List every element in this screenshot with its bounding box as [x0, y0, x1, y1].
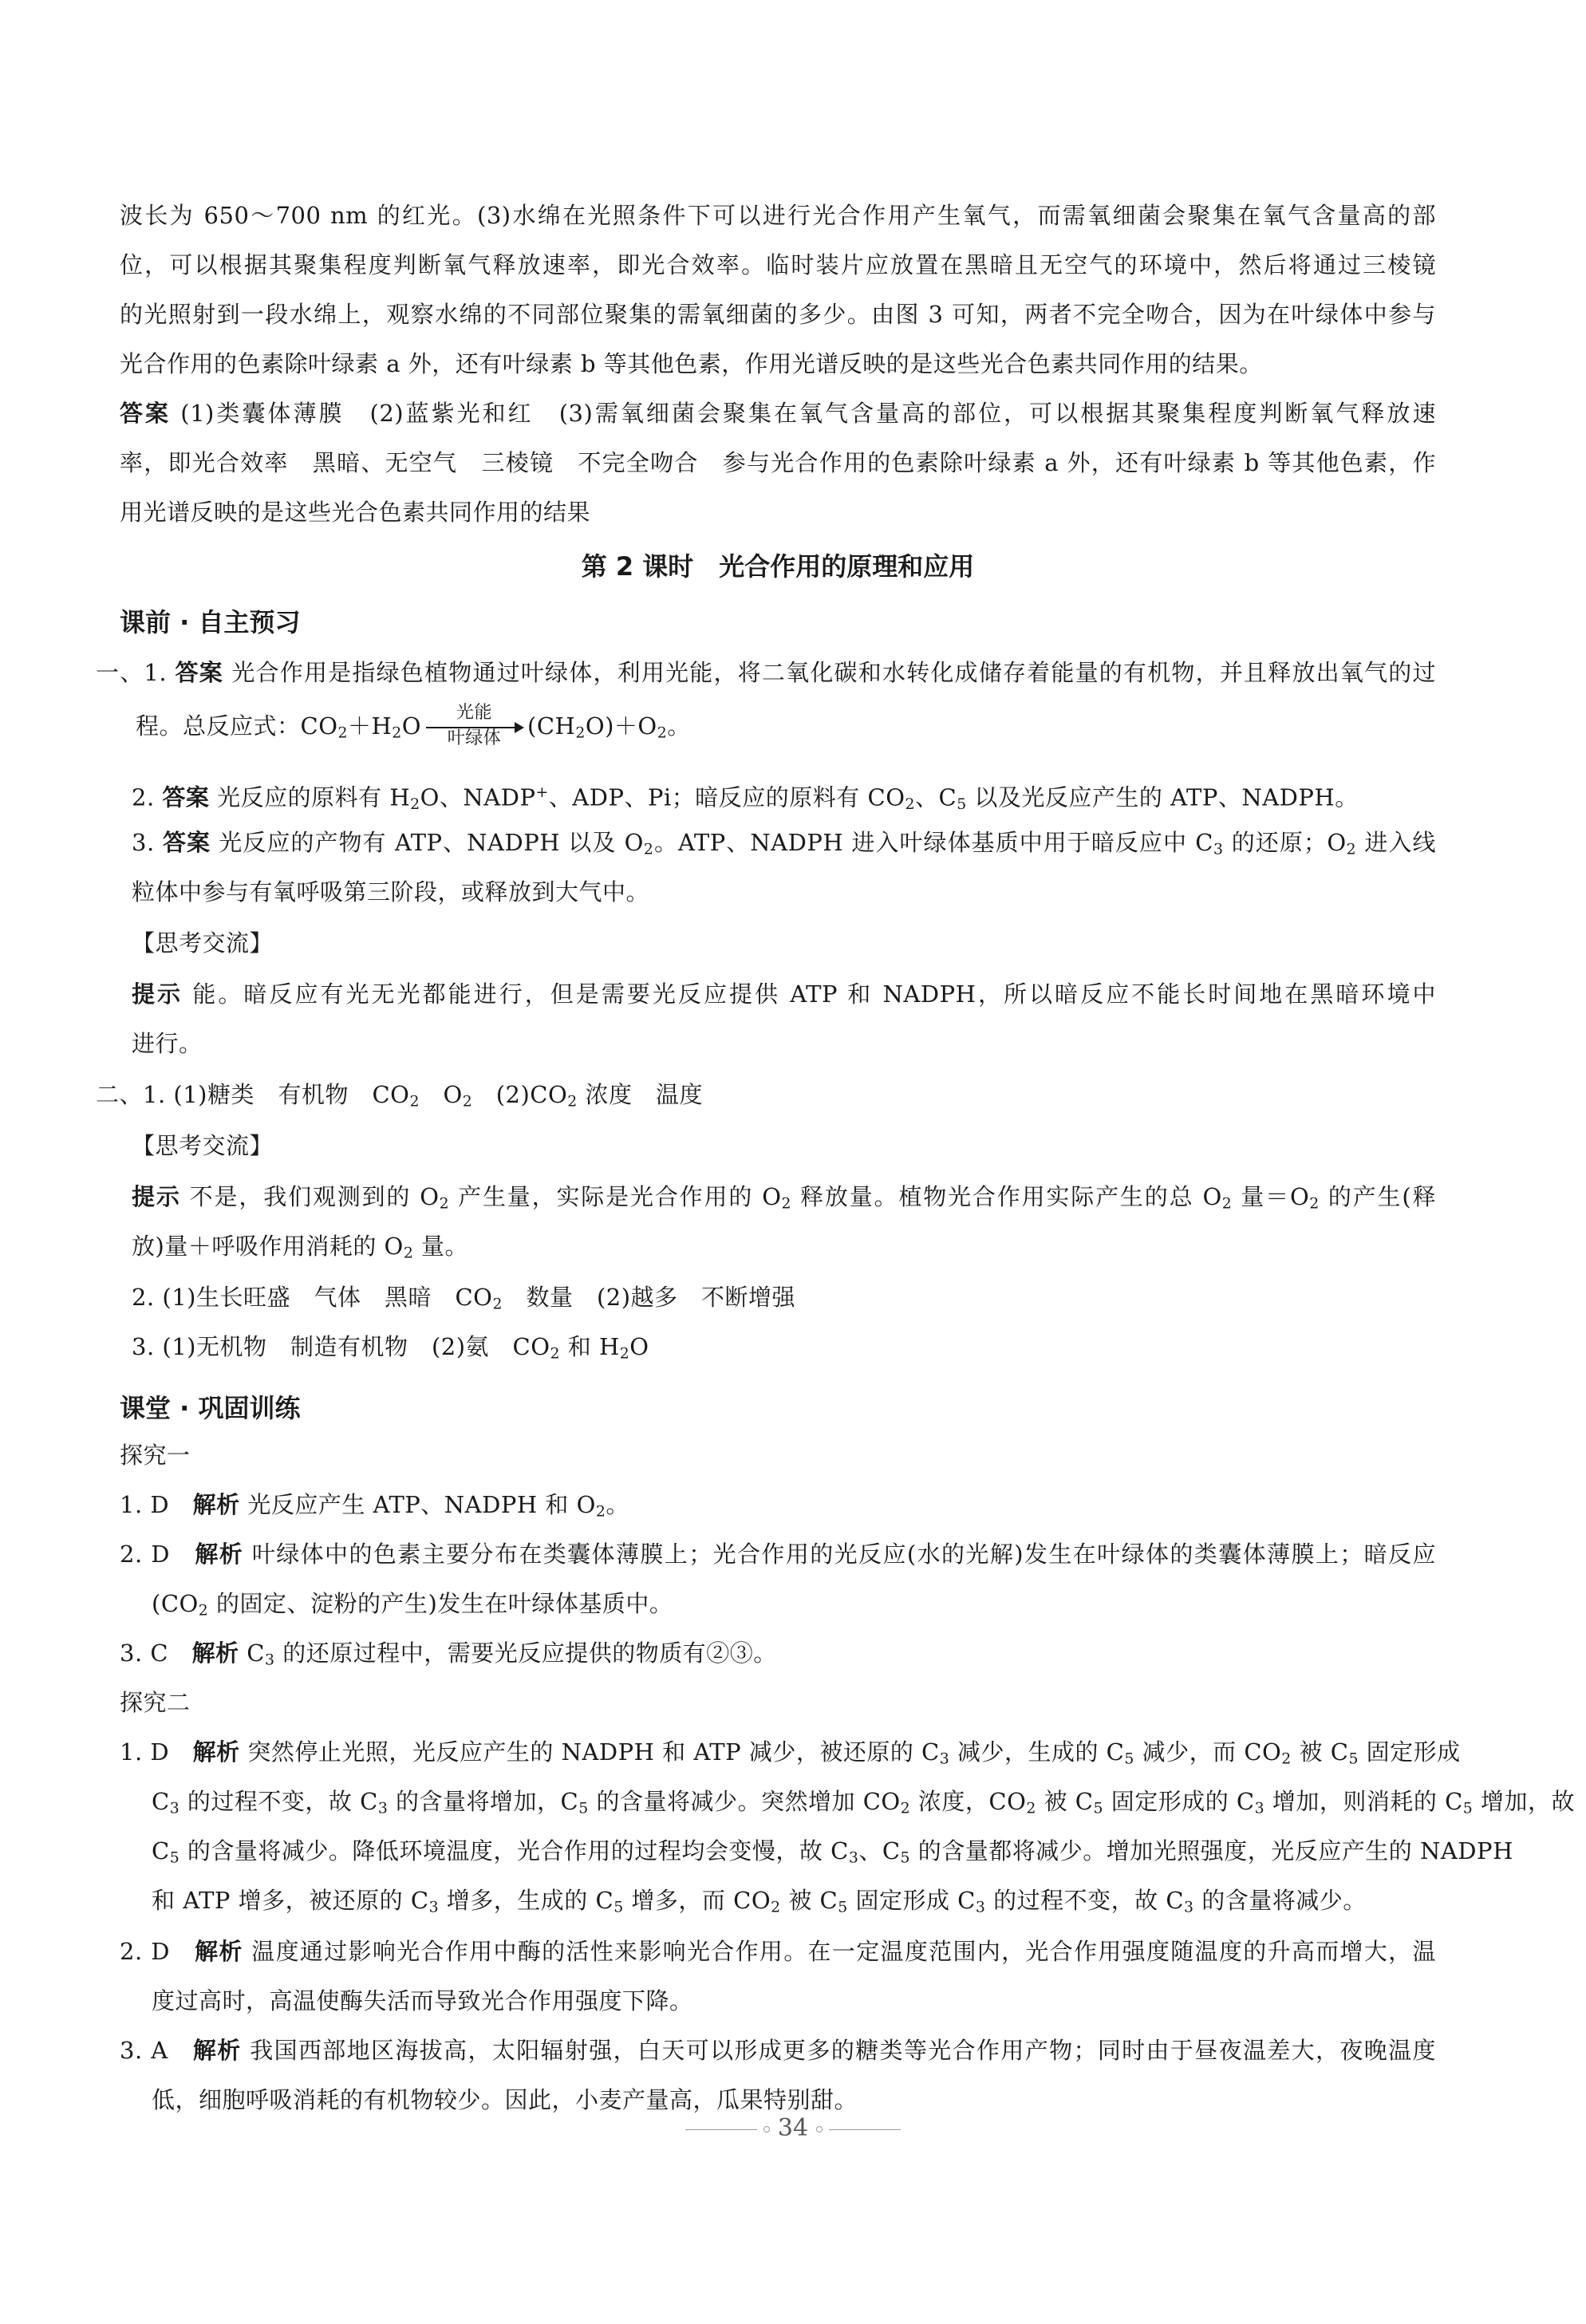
text-line: 进行。: [132, 1030, 203, 1057]
answer-label: 答案: [120, 400, 172, 427]
section-heading-classroom: 课堂 · 巩固训练: [120, 1393, 301, 1423]
arrow-condition-bottom: 叶绿体: [447, 728, 502, 748]
text-line: 1. D 解析 突然停止光照，光反应产生的 NADPH 和 ATP 减少，被还原的 $C_3$ 减少，生成的 $C_5$ 减少，而 $CO_2$ 被 $C_5$ 固定形成: [120, 1738, 1461, 1768]
text-line: 二、1. (1)糖类 有机物 $CO_2$ $O_2$ $(2)CO_2$ 浓度 温度: [96, 1081, 703, 1111]
think-exchange-label: 【思考交流】: [132, 929, 274, 957]
text-line: $C_3$ 的过程不变，故 $C_3$ 的含量将增加，$C_5$ 的含量将减少。突然增加 $CO_2$ 浓度，$CO_2$ 被 $C_5$ 固定形成的 $C_3$ 增加，则消耗的 $C_5$ 增加，故: [152, 1788, 1575, 1817]
equation-line: 程。总反应式：$CO_2+H_2O$ 光能 叶绿体 $(CH_2O)+O_2$。: [136, 703, 691, 748]
text-line: 位，可以根据其聚集程度判断氧气释放速率，即光合效率。临时装片应放置在黑暗且无空气的环境中，然后将通过三棱镜: [120, 251, 1436, 278]
page-number: 34: [777, 2114, 809, 2142]
answer-label: 答案: [175, 659, 223, 686]
text-line: 3. A 解析 我国西部地区海拔高，太阳辐射强，白天可以形成更多的糖类等光合作用产物；同时由于昼夜温差大，夜晚温度: [120, 2037, 1436, 2064]
text-line: 3. 答案 光反应的产物有 ATP、NADPH 以及 $O_2$。ATP、NADPH 进入叶绿体基质中用于暗反应中 $C_3$ 的还原；$O_2$ 进入线: [132, 829, 1437, 858]
footer-dot: [763, 2126, 770, 2133]
lesson-title: 第 2 课时 光合作用的原理和应用: [581, 551, 975, 582]
text-line: ($CO_2$ 的固定、淀粉的产生)发生在叶绿体基质中。: [152, 1590, 673, 1620]
arrow-condition-top: 光能: [456, 703, 493, 723]
footer-dot: [816, 2126, 823, 2133]
explore-label: 探究二: [120, 1689, 191, 1716]
page-footer: [0, 2114, 1586, 2142]
footer-rule: [829, 2129, 901, 2130]
hint-line: 提示 能。暗反应有光无光都能进行，但是需要光反应提供 ATP 和 NADPH，所以暗反应不能长时间地在黑暗环境中: [132, 980, 1436, 1008]
text-line: 放)量＋呼吸作用消耗的 $O_2$ 量。: [132, 1233, 469, 1262]
explore-label: 探究一: [120, 1442, 191, 1469]
text-line: 2. (1)生长旺盛 气体 黑暗 $CO_2$ 数量 (2)越多 不断增强: [132, 1284, 796, 1313]
text-line: 3. (1)无机物 制造有机物 (2)氨 $CO_2$ 和 $H_2O$: [132, 1333, 649, 1363]
answer-line: 答案 (1)类囊体薄膜 (2)蓝紫光和红 (3)需氧细菌会聚集在氧气含量高的部位，可以根据其聚集程度判断氧气释放速: [120, 400, 1436, 427]
text-line: 波长为 650～700 nm 的红光。(3)水绵在光照条件下可以进行光合作用产生氧气，而需氧细菌会聚集在氧气含量高的部: [120, 202, 1436, 229]
text-line: 1. D 解析 光反应产生 ATP、NADPH 和 $O_2$。: [120, 1491, 629, 1521]
hint-line: 提示 不是，我们观测到的 $O_2$ 产生量，实际是光合作用的 $O_2$ 释放量。植物光合作用实际产生的总 $O_2$ 量$=O_2$ 的产生(释: [132, 1183, 1436, 1213]
think-exchange-label: 【思考交流】: [132, 1132, 274, 1159]
text-line: $C_5$ 的含量将减少。降低环境温度，光合作用的过程均会变慢，故 $C_3$、$C_5$ 的含量都将减少。增加光照强度，光反应产生的 NADPH: [152, 1837, 1513, 1867]
text-line: 2. D 解析 温度通过影响光合作用中酶的活性来影响光合作用。在一定温度范围内，光合作用强度随温度的升高而增大，温: [120, 1938, 1436, 1965]
text-line: 低，细胞呼吸消耗的有机物较少。因此，小麦产量高，瓜果特别甜。: [152, 2086, 858, 2113]
text-line: 率，即光合效率 黑暗、无空气 三棱镜 不完全吻合 参与光合作用的色素除叶绿素 a 外，还有叶绿素 b 等其他色素，作: [120, 449, 1436, 476]
text-line: 粒体中参与有氧呼吸第三阶段，或释放到大气中。: [132, 878, 650, 906]
reaction-arrow: [424, 703, 524, 748]
text-line: 的光照射到一段水绵上，观察水绵的不同部位聚集的需氧细菌的多少。由图 3 可知，两者不完全吻合，因为在叶绿体中参与: [120, 301, 1436, 328]
analysis-label: 解析: [192, 1491, 240, 1518]
hint-label: 提示: [132, 980, 183, 1008]
text-line: 和 ATP 增多，被还原的 $C_3$ 增多，生成的 $C_5$ 增多，而 $CO_2$ 被 $C_5$ 固定形成 $C_3$ 的过程不变，故 $C_3$ 的含量将减少。: [152, 1887, 1367, 1916]
text-line: 光合作用的色素除叶绿素 a 外，还有叶绿素 b 等其他色素，作用光谱反映的是这些光合色素共同作用的结果。: [120, 350, 1263, 377]
text-line: 度过高时，高温使酶失活而导致光合作用强度下降。: [152, 1987, 693, 2014]
text-line: 2. D 解析 叶绿体中的色素主要分布在类囊体薄膜上；光合作用的光反应(水的光解)发生在叶绿体的类囊体薄膜上；暗反应: [120, 1541, 1436, 1568]
text-line: 用光谱反映的是这些光合色素共同作用的结果: [120, 499, 591, 526]
text-line: 一、1. 答案 光合作用是指绿色植物通过叶绿体，利用光能，将二氧化碳和水转化成储存着能量的有机物，并且释放出氧气的过: [96, 659, 1436, 686]
section-heading-preview: 课前 · 自主预习: [120, 607, 301, 637]
text-line: 3. C 解析 $C_3$ 的还原过程中，需要光反应提供的物质有②③。: [120, 1639, 777, 1669]
text-line: 2. 答案 光反应的原料有 $H_2O$、NADP+、ADP、Pi；暗反应的原料有 $CO_2$、$C_5$ 以及光反应产生的 ATP、NADPH。: [132, 783, 1359, 814]
footer-rule: [685, 2129, 757, 2130]
